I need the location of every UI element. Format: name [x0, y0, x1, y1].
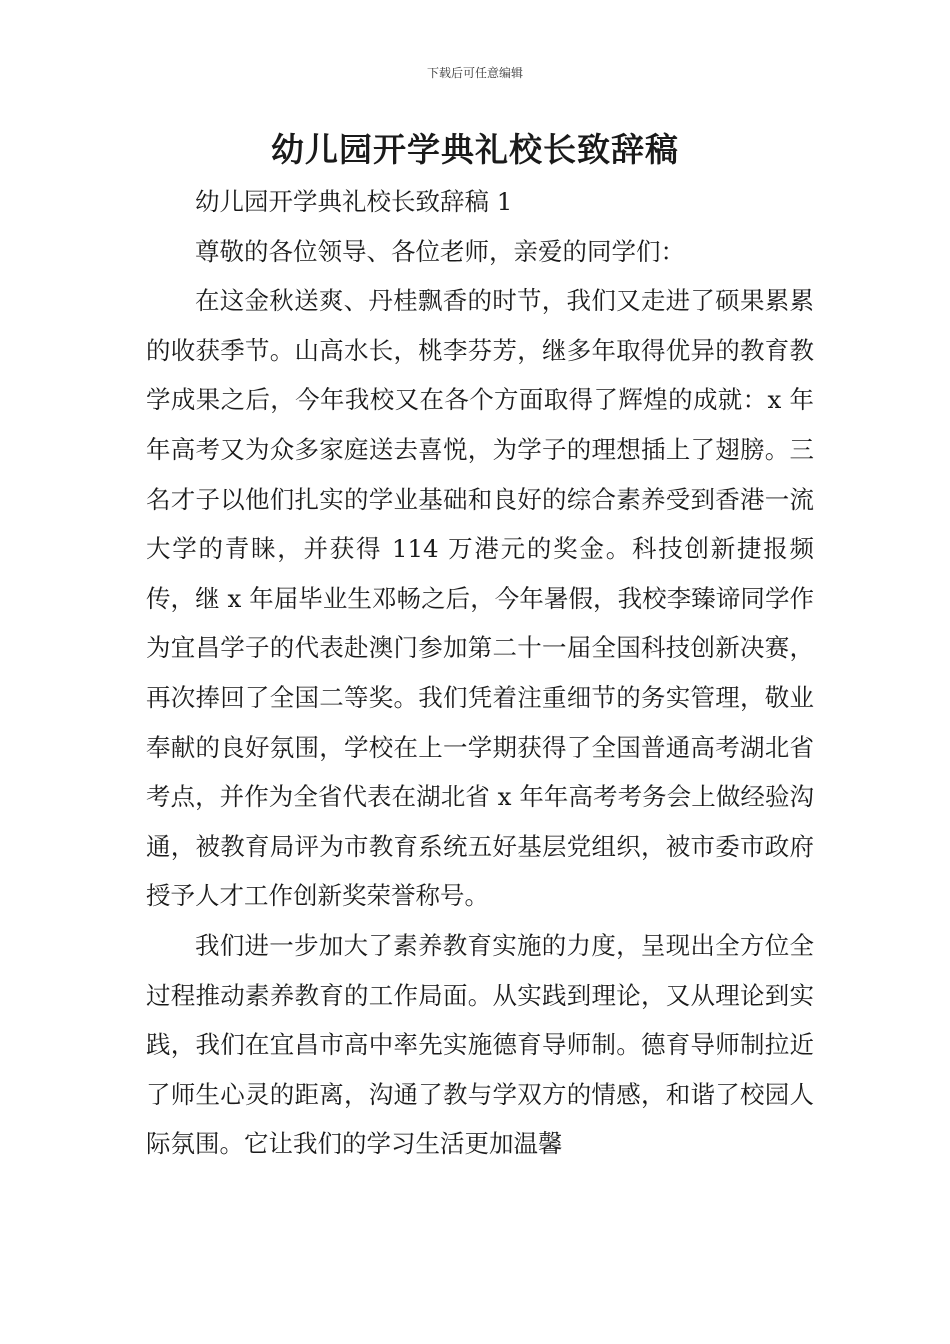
header-note: 下载后可任意编辑	[426, 66, 523, 80]
body-paragraph: 在这金秋送爽、丹桂飘香的时节，我们又走进了硕果累累的收获季节。山高水长，桃李芬芳，继多年取得优异的教育教学成果之后，今年我校又在各个方面取得了辉煌的成就：x 年年高考又为众多家庭送去喜悦，为学子的理想插上了翅膀。三名才子以他们扎实的学业基础和良好的综合素养受到香港一流大学的青睐，并获得 114 万港元的奖金。科技创新捷报频传，继 x 年届毕业生邓畅之后，今年暑假，我校李臻谛同学作为宜昌学子的代表赴澳门参加第二十一届全国科技创新决赛，再次捧回了全国二等奖。我们凭着注重细节的务实管理，敬业奉献的良好氛围，学校在上一学期获得了全国普通高考湖北省考点，并作为全省代表在湖北省 x 年年高考考务会上做经验沟通，被教育局评为市教育系统五好基层党组织，被市委市政府授予人才工作创新奖荣誉称号。	[146, 286, 814, 911]
document-body	[146, 177, 814, 1169]
salutation-paragraph: 尊敬的各位领导、各位老师，亲爱的同学们：	[195, 236, 685, 266]
document-title: 幼儿园开学典礼校长致辞稿	[271, 130, 679, 169]
subtitle-paragraph: 幼儿园开学典礼校长致辞稿 1	[195, 187, 513, 216]
body-paragraph: 我们进一步加大了素养教育实施的力度，呈现出全方位全过程推动素养教育的工作局面。从实践到理论，又从理论到实践，我们在宜昌市高中率先实施德育导师制。德育导师制拉近了师生心灵的距离，沟通了教与学双方的情感，和谐了校园人际氛围。它让我们的学习生活更加温馨	[146, 930, 814, 1159]
